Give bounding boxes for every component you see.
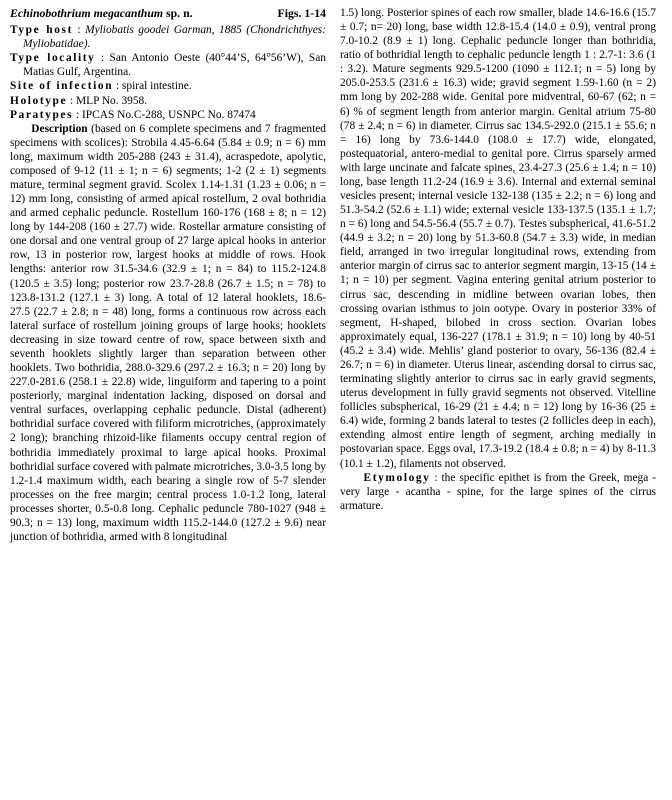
paratypes-line	[10, 108, 326, 122]
type-host-label: Type host	[10, 24, 73, 37]
site-of-infection-sep: :	[113, 80, 122, 93]
etymology-label: Etymology	[363, 471, 431, 484]
type-locality-sep: :	[95, 52, 110, 65]
etymology-sep: :	[430, 471, 442, 484]
holotype-sep: :	[67, 94, 76, 107]
description-body: (based on 6 complete specimens and 7 fragmented specimens with scolices): Strobila 4.45-6.64 (5.84 ± 0.9; n = 6) mm long, maximum width 205-288 (243 ± 31.4), acraspedote, apolytic, composed of 9-12 (11 ± 1; n = 6) segments; 1-2 (2 ± 1) segments mature, terminal segment gravid. Scolex 1.14-1.31 (1.23 ± 0.06; n = 12) mm long, consisting of armed apical rostellum, 2 oval bothridia and armed cephalic peduncle. Rostellum 160-176 (168 ± 8; n = 12) long by 144-208 (160 ± 27.7) wide. Rostellar armature consisting of one dorsal and one ventral group of 27 large apical hooks in anterior row, 13 in posterior row, largest hooks at middle of rows. Hook lengths: anterior row 31.5-34.6 (32.9 ± 1; n = 84) to 115.2-124.8 (120.5 ± 3.5) long; posterior row 23.7-28.8 (26.7 ± 1.5; n = 78) to 123.8-131.2 (127.1 ± 3) long. A total of 12 lateral hooklets, 18.6-27.5 (22.7 ± 2.8; n = 48) long, forms a continuous row across each lateral surface of rostellum joining groups of large hooks; hooklets decreasing in size toward centre of row, space between sixth and seventh hooklets slightly larger than separation between other hooklets. Two bothridia, 288.0-329.6 (297.2 ± 16.3; n = 20) long by 227.0-281.6 (258.1 ± 22.8) wide, linguiform and tapering to a point posteriorly, marginal indentation lacking, disposed on dorsal and ventral surfaces, overlapping cephalic peduncle. Distal (adherent) bothridial surface covered with filiform microtriches, (approximately 2 long); branching rhizoid-like filaments occupy central region of bothridia immediately proximal to large apical hooks. Proximal bothridial surface covered with palmate microtriches, 3.0-3.5 long by 1.2-1.4 maximum width, each bearing a single row of 5-7 slender processes on the free margin; central process 1.0-1.2 long, lateral processes shorter, 0.5-0.8 long. Cephalic peduncle 780-1027 (948 ± 90.3; n = 13) long, maximum width 115.2-144.0 (127.2 ± 9.6) near junction of bothridia, armed with 8 longitudinal	[10, 122, 326, 543]
figure-reference: Figs. 1-14	[277, 6, 326, 20]
type-locality-label: Type locality	[10, 52, 96, 65]
description-continued	[340, 6, 656, 471]
site-of-infection-value: spiral intestine.	[122, 80, 192, 93]
type-locality-value: San Antonio Oeste (40°44’S, 64°56’W), San Matias Gulf, Argentina.	[23, 52, 326, 79]
type-locality-line	[10, 51, 326, 79]
description-body-continued: 1.5) long. Posterior spines of each row smaller, blade 14.6-16.6 (15.7 ± 0.7; n= 20) long, base width 12.8-15.4 (14.0 ± 0.9), ventral prong 7.0-10.2 (8.9 ± 1) long. Cephalic peduncle longer than bothridia, ratio of bothridial length to cephalic peduncle length 1 : 2.7-1: 3.6 (1 : 3.2). Mature segments 929.5-1200 (1090 ± 112.1; n = 5) long by 205.0-253.5 (231.6 ± 16.3) wide; gravid segment 1.59-1.60 (n = 2) mm long by 202-288 wide. Genital pore midventral, 60-67 (62; n = 6) % of segment length from anterior margin. Genital atrium 75-80 (78 ± 2.4; n = 6) in diameter. Cirrus sac 134.5-292.0 (215.1 ± 55.6; n = 16) long by 73.6-144.0 (108.0 ± 17.7) wide, elongated, postequatorial, antero-medial to genital pore. Cirrus sparsely armed with large uncinate and falcate spines, 23.4-27.3 (25.6 ± 1.4; n = 10) long, base length 11.2-24 (16.9 ± 3.6). Internal and external seminal vesicles present; internal vesicle 132-138 (135 ± 2.2; n = 6) long and 51.3-54.2 (52.6 ± 1.1) wide; external vesicle 133-137.5 (135.1 ± 1.7; n = 6) long and 54.5-56.4 (55.7 ± 0.7). Testes subspherical, 41.6-51.2 (44.9 ± 3.2; n = 20) long by 51.3-60.8 (54.7 ± 3.3) wide, in median field, arranged in two irregular longitudinal rows, extending from anterior margin of cirrus sac to anterior segment margin, 13-15 (14 ± 1; n = 10) per segment. Vagina entering genital atrium posterior to cirrus sac, descending in midline between ovarian lobes, then crossing ovarian isthmus to join ootype. Ovary in posterior 33% of segment, H-shaped, bilobed in cross section. Ovarian lobes approximately equal, 136-227 (178.1 ± 31.9; n = 10) long by 40-51 (45.2 ± 3.4) wide. Mehlis’ gland posterior to ovary, 56-136 (82.4 ± 26.7; n = 6) in diameter. Uterus linear, ascending dorsal to cirrus sac, terminating slightly anterior to cirrus sac in early gravid segments, uterus development in fully gravid segments not observed. Vitelline follicles subspherical, 16-29 (21 ± 4.4; n = 12) long by 16-36 (25 ± 6.4) wide, forming 2 bands lateral to testes (2 follicles deep in each), extending almost entire length of segment, arching medially in postovarian space. Eggs oval, 17.3-19.2 (18.4 ± 0.8; n = 4) by 8-11.3 (10.1 ± 1.2), filaments not observed.	[340, 7, 656, 470]
paratypes-label: Paratypes	[10, 108, 74, 121]
species-name: Echinobothrium megacanthum	[10, 6, 164, 20]
species-heading	[10, 6, 326, 20]
paratypes-value: IPCAS No.C-288, USNPC No. 87474	[82, 108, 256, 121]
etymology-paragraph	[340, 471, 656, 513]
description-label: Description	[31, 122, 88, 135]
holotype-line	[10, 94, 326, 108]
site-of-infection-label: Site of infection	[10, 80, 114, 93]
holotype-label: Holotype	[10, 94, 68, 107]
etymology-body: the specific epithet is from the Greek, mega - very large - acantha - spine, for the large spines of the cirrus armature.	[340, 471, 656, 512]
species-rank: sp. n.	[166, 6, 193, 20]
site-of-infection-line	[10, 79, 326, 93]
left-column	[10, 6, 326, 544]
type-host-value: Myliobatis goodei Garman, 1885 (Chondrichthyes: Myliobatidae).	[23, 24, 326, 51]
type-host-line	[10, 23, 326, 51]
paratypes-sep: :	[73, 108, 82, 121]
two-column-layout	[10, 6, 662, 544]
type-host-sep: :	[72, 24, 86, 37]
holotype-value: MLP No. 3958.	[75, 94, 148, 107]
right-column	[340, 6, 656, 513]
description-paragraph	[10, 122, 326, 544]
